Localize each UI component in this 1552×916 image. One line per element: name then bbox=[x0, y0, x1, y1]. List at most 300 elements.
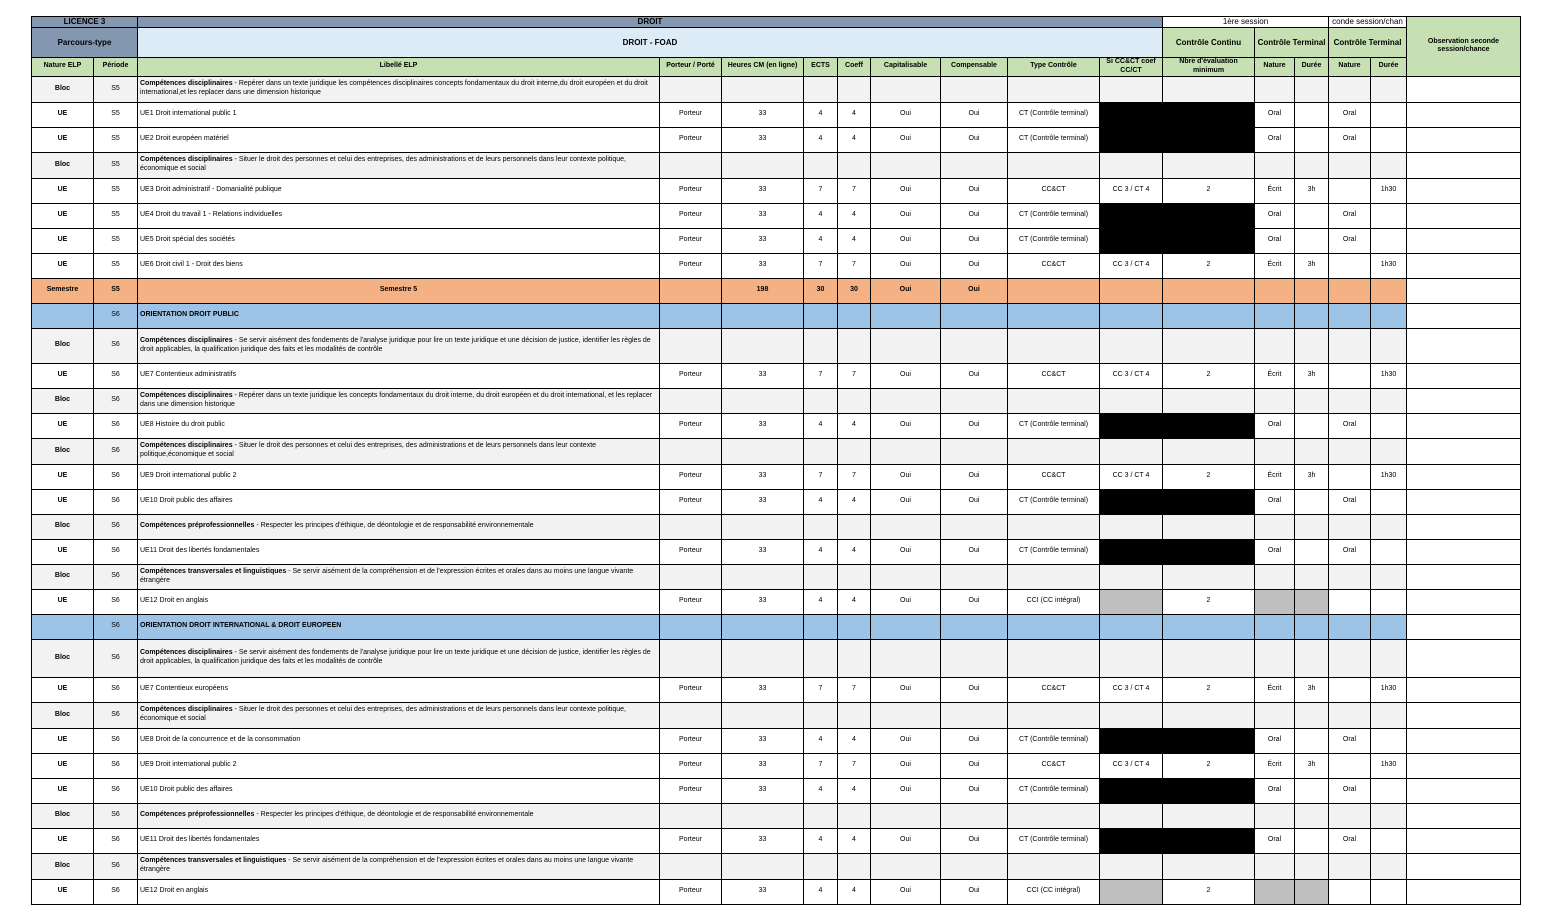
type-controle-cell: CC&CT bbox=[1008, 363, 1100, 388]
coef-cc-ct-cell bbox=[1100, 728, 1163, 753]
capitalisable-cell: Oui bbox=[871, 178, 941, 203]
duree-ct1-cell: 3h bbox=[1295, 753, 1329, 778]
heures-cell: 33 bbox=[722, 879, 804, 904]
nbre-evaluation-cell bbox=[1163, 413, 1255, 438]
heures-cell: 33 bbox=[722, 102, 804, 127]
nbre-evaluation-cell: 2 bbox=[1163, 464, 1255, 489]
ects-cell bbox=[804, 639, 838, 677]
libelle-title: Compétences disciplinaires bbox=[140, 649, 233, 657]
libelle-cell bbox=[138, 728, 660, 753]
nature-ct1-cell: Écrit bbox=[1255, 464, 1295, 489]
nature-ct2-cell bbox=[1329, 76, 1371, 102]
duree-ct1-cell bbox=[1295, 614, 1329, 639]
heures-cell bbox=[722, 76, 804, 102]
observation-cell bbox=[1407, 178, 1521, 203]
duree-ct1-cell bbox=[1295, 489, 1329, 514]
column-header: ECTS bbox=[804, 58, 838, 77]
type-controle-cell: CCI (CC intégral) bbox=[1008, 589, 1100, 614]
nbre-evaluation-cell bbox=[1163, 702, 1255, 728]
heures-cell: 33 bbox=[722, 677, 804, 702]
coeff-cell: 4 bbox=[838, 728, 871, 753]
periode-cell: S6 bbox=[94, 363, 138, 388]
table-row bbox=[32, 152, 1521, 178]
compensable-cell: Oui bbox=[941, 253, 1008, 278]
libelle-title: UE9 Droit international public 2 bbox=[140, 761, 237, 769]
porteur-cell bbox=[660, 328, 722, 363]
compensable-cell bbox=[941, 328, 1008, 363]
libelle-cell bbox=[138, 464, 660, 489]
libelle-title: UE10 Droit public des affaires bbox=[140, 786, 233, 794]
coeff-cell bbox=[838, 303, 871, 328]
ects-cell bbox=[804, 76, 838, 102]
heures-cell bbox=[722, 803, 804, 828]
nbre-evaluation-cell: 2 bbox=[1163, 753, 1255, 778]
libelle-title: UE11 Droit des libertés fondamentales bbox=[140, 547, 260, 555]
porteur-cell: Porteur bbox=[660, 253, 722, 278]
coef-cc-ct-cell bbox=[1100, 203, 1163, 228]
duree-ct1-cell: 3h bbox=[1295, 464, 1329, 489]
porteur-cell bbox=[660, 278, 722, 303]
nbre-evaluation-cell bbox=[1163, 152, 1255, 178]
nbre-evaluation-cell: 2 bbox=[1163, 253, 1255, 278]
duree-ct2-cell: 1h30 bbox=[1371, 464, 1407, 489]
coef-cc-ct-cell: CC 3 / CT 4 bbox=[1100, 677, 1163, 702]
porteur-cell bbox=[660, 639, 722, 677]
heures-cell bbox=[722, 514, 804, 539]
table-row bbox=[32, 127, 1521, 152]
libelle-title: Compétences transversales et linguistiques bbox=[140, 857, 287, 865]
nature-ct2-cell bbox=[1329, 328, 1371, 363]
libelle-title: Compétences préprofessionnelles bbox=[140, 811, 255, 819]
libelle-cell bbox=[138, 413, 660, 438]
nature-ct2-cell bbox=[1329, 564, 1371, 589]
observation-cell bbox=[1407, 102, 1521, 127]
coef-cc-ct-cell bbox=[1100, 803, 1163, 828]
nbre-evaluation-cell bbox=[1163, 328, 1255, 363]
coef-cc-ct-cell bbox=[1100, 614, 1163, 639]
ects-cell bbox=[804, 702, 838, 728]
coef-cc-ct-cell bbox=[1100, 489, 1163, 514]
compensable-cell: Oui bbox=[941, 677, 1008, 702]
nature-ct2-cell bbox=[1329, 278, 1371, 303]
ects-cell: 30 bbox=[804, 278, 838, 303]
capitalisable-cell bbox=[871, 152, 941, 178]
coef-cc-ct-cell bbox=[1100, 328, 1163, 363]
table-row bbox=[32, 438, 1521, 464]
observation-header: Observation seconde session/chance bbox=[1407, 17, 1521, 77]
nature-cell: UE bbox=[32, 489, 94, 514]
periode-cell: S6 bbox=[94, 677, 138, 702]
periode-cell: S5 bbox=[94, 203, 138, 228]
ects-cell: 4 bbox=[804, 728, 838, 753]
libelle-cell bbox=[138, 178, 660, 203]
nature-ct2-cell bbox=[1329, 614, 1371, 639]
periode-cell: S5 bbox=[94, 228, 138, 253]
column-header: Nature bbox=[1255, 58, 1295, 77]
heures-cell: 33 bbox=[722, 728, 804, 753]
porteur-cell: Porteur bbox=[660, 753, 722, 778]
type-controle-cell: CT (Contrôle terminal) bbox=[1008, 413, 1100, 438]
ects-cell: 4 bbox=[804, 102, 838, 127]
nbre-evaluation-cell bbox=[1163, 203, 1255, 228]
duree-ct2-cell bbox=[1371, 853, 1407, 879]
heures-cell: 33 bbox=[722, 753, 804, 778]
nature-ct1-cell: Oral bbox=[1255, 127, 1295, 152]
ects-cell bbox=[804, 564, 838, 589]
nbre-evaluation-cell bbox=[1163, 303, 1255, 328]
ects-cell bbox=[804, 853, 838, 879]
libelle-cell bbox=[138, 564, 660, 589]
nature-ct1-cell bbox=[1255, 879, 1295, 904]
compensable-cell bbox=[941, 438, 1008, 464]
type-controle-cell bbox=[1008, 328, 1100, 363]
type-controle-cell: CCI (CC intégral) bbox=[1008, 879, 1100, 904]
duree-ct2-cell bbox=[1371, 388, 1407, 413]
coef-cc-ct-cell: CC 3 / CT 4 bbox=[1100, 753, 1163, 778]
duree-ct2-cell bbox=[1371, 102, 1407, 127]
libelle-cell bbox=[138, 438, 660, 464]
observation-cell bbox=[1407, 328, 1521, 363]
compensable-cell: Oui bbox=[941, 879, 1008, 904]
libelle-cell bbox=[138, 639, 660, 677]
type-controle-cell: CT (Contrôle terminal) bbox=[1008, 102, 1100, 127]
coeff-cell bbox=[838, 152, 871, 178]
nbre-evaluation-cell bbox=[1163, 539, 1255, 564]
type-controle-cell: CC&CT bbox=[1008, 753, 1100, 778]
table-row bbox=[32, 677, 1521, 702]
duree-ct2-cell bbox=[1371, 803, 1407, 828]
duree-ct2-cell bbox=[1371, 564, 1407, 589]
nature-cell bbox=[32, 614, 94, 639]
ects-cell: 4 bbox=[804, 879, 838, 904]
nature-cell: Bloc bbox=[32, 702, 94, 728]
periode-cell: S6 bbox=[94, 388, 138, 413]
libelle-cell bbox=[138, 203, 660, 228]
libelle-title: Compétences préprofessionnelles bbox=[140, 522, 255, 530]
periode-cell: S6 bbox=[94, 413, 138, 438]
heures-cell: 33 bbox=[722, 489, 804, 514]
heures-cell bbox=[722, 303, 804, 328]
duree-ct2-cell: 1h30 bbox=[1371, 253, 1407, 278]
libelle-title: Compétences disciplinaires bbox=[140, 336, 233, 344]
observation-cell bbox=[1407, 803, 1521, 828]
nature-ct1-cell bbox=[1255, 152, 1295, 178]
heures-cell: 33 bbox=[722, 778, 804, 803]
duree-ct1-cell bbox=[1295, 76, 1329, 102]
type-controle-cell bbox=[1008, 514, 1100, 539]
nature-ct1-cell: Écrit bbox=[1255, 363, 1295, 388]
heures-cell bbox=[722, 152, 804, 178]
type-controle-cell: CT (Contrôle terminal) bbox=[1008, 828, 1100, 853]
porteur-cell: Porteur bbox=[660, 102, 722, 127]
table-row bbox=[32, 328, 1521, 363]
libelle-cell bbox=[138, 803, 660, 828]
table-row bbox=[32, 303, 1521, 328]
capitalisable-cell bbox=[871, 388, 941, 413]
heures-cell bbox=[722, 564, 804, 589]
coeff-cell bbox=[838, 388, 871, 413]
compensable-cell: Oui bbox=[941, 178, 1008, 203]
ects-cell bbox=[804, 303, 838, 328]
coeff-cell: 4 bbox=[838, 539, 871, 564]
nature-ct2-cell bbox=[1329, 589, 1371, 614]
capitalisable-cell bbox=[871, 76, 941, 102]
column-header: Porteur / Porté bbox=[660, 58, 722, 77]
duree-ct2-cell: 1h30 bbox=[1371, 753, 1407, 778]
coeff-cell: 4 bbox=[838, 413, 871, 438]
porteur-cell: Porteur bbox=[660, 178, 722, 203]
type-controle-cell bbox=[1008, 438, 1100, 464]
ects-cell: 7 bbox=[804, 753, 838, 778]
table-row bbox=[32, 228, 1521, 253]
session2-cell: conde session/chan bbox=[1329, 17, 1407, 28]
heures-cell: 33 bbox=[722, 178, 804, 203]
libelle-title: UE2 Droit européen matériel bbox=[140, 135, 229, 143]
heures-cell: 33 bbox=[722, 464, 804, 489]
nature-ct2-cell bbox=[1329, 438, 1371, 464]
ects-cell bbox=[804, 388, 838, 413]
duree-ct1-cell bbox=[1295, 328, 1329, 363]
type-controle-cell bbox=[1008, 278, 1100, 303]
duree-ct2-cell bbox=[1371, 514, 1407, 539]
capitalisable-cell bbox=[871, 438, 941, 464]
porteur-cell: Porteur bbox=[660, 828, 722, 853]
duree-ct2-cell bbox=[1371, 127, 1407, 152]
coef-cc-ct-cell bbox=[1100, 413, 1163, 438]
compensable-cell bbox=[941, 564, 1008, 589]
table-row bbox=[32, 828, 1521, 853]
porteur-cell: Porteur bbox=[660, 489, 722, 514]
nature-ct1-cell: Oral bbox=[1255, 102, 1295, 127]
libelle-title: Compétences disciplinaires bbox=[140, 442, 233, 450]
duree-ct1-cell bbox=[1295, 278, 1329, 303]
periode-cell: S6 bbox=[94, 438, 138, 464]
libelle-cell bbox=[138, 102, 660, 127]
observation-cell bbox=[1407, 464, 1521, 489]
duree-ct1-cell bbox=[1295, 879, 1329, 904]
compensable-cell bbox=[941, 702, 1008, 728]
libelle-cell bbox=[138, 76, 660, 102]
table-row bbox=[32, 178, 1521, 203]
nature-cell: UE bbox=[32, 363, 94, 388]
column-header: Nature ELP bbox=[32, 58, 94, 77]
coeff-cell bbox=[838, 564, 871, 589]
duree-ct2-cell bbox=[1371, 203, 1407, 228]
capitalisable-cell bbox=[871, 803, 941, 828]
nature-ct1-cell: Écrit bbox=[1255, 178, 1295, 203]
duree-ct2-cell: 1h30 bbox=[1371, 677, 1407, 702]
capitalisable-cell bbox=[871, 328, 941, 363]
controle-terminal-header-1: Contrôle Terminal bbox=[1255, 28, 1329, 58]
duree-ct1-cell bbox=[1295, 303, 1329, 328]
nature-ct1-cell bbox=[1255, 438, 1295, 464]
type-controle-cell: CT (Contrôle terminal) bbox=[1008, 228, 1100, 253]
nature-ct2-cell: Oral bbox=[1329, 413, 1371, 438]
nature-ct2-cell: Oral bbox=[1329, 203, 1371, 228]
ects-cell: 7 bbox=[804, 677, 838, 702]
duree-ct1-cell bbox=[1295, 564, 1329, 589]
nbre-evaluation-cell bbox=[1163, 564, 1255, 589]
libelle-cell bbox=[138, 677, 660, 702]
observation-cell bbox=[1407, 514, 1521, 539]
coeff-cell bbox=[838, 639, 871, 677]
type-controle-cell: CT (Contrôle terminal) bbox=[1008, 539, 1100, 564]
duree-ct2-cell bbox=[1371, 303, 1407, 328]
compensable-cell bbox=[941, 639, 1008, 677]
coef-cc-ct-cell bbox=[1100, 589, 1163, 614]
libelle-cell bbox=[138, 879, 660, 904]
observation-cell bbox=[1407, 438, 1521, 464]
coeff-cell bbox=[838, 76, 871, 102]
ects-cell: 4 bbox=[804, 828, 838, 853]
domaine-cell: DROIT bbox=[138, 17, 1163, 28]
heures-cell: 33 bbox=[722, 203, 804, 228]
type-controle-cell bbox=[1008, 639, 1100, 677]
porteur-cell bbox=[660, 564, 722, 589]
coeff-cell: 30 bbox=[838, 278, 871, 303]
nature-cell: Bloc bbox=[32, 639, 94, 677]
compensable-cell: Oui bbox=[941, 102, 1008, 127]
duree-ct2-cell bbox=[1371, 778, 1407, 803]
nature-cell: UE bbox=[32, 413, 94, 438]
nature-ct1-cell bbox=[1255, 702, 1295, 728]
periode-cell: S5 bbox=[94, 152, 138, 178]
compensable-cell: Oui bbox=[941, 413, 1008, 438]
libelle-title: UE7 Contentieux administratifs bbox=[140, 371, 237, 379]
heures-cell bbox=[722, 328, 804, 363]
capitalisable-cell: Oui bbox=[871, 677, 941, 702]
libelle-description: Situer le droit des personnes et celui des entreprises, des administrations et de leurs personnels dans leur contexte politique, économique et social bbox=[140, 706, 626, 722]
libelle-cell bbox=[138, 328, 660, 363]
ects-cell: 7 bbox=[804, 363, 838, 388]
compensable-cell bbox=[941, 514, 1008, 539]
heures-cell: 33 bbox=[722, 228, 804, 253]
nature-ct2-cell bbox=[1329, 152, 1371, 178]
nbre-evaluation-cell bbox=[1163, 228, 1255, 253]
nature-cell: UE bbox=[32, 677, 94, 702]
duree-ct1-cell bbox=[1295, 203, 1329, 228]
table-row bbox=[32, 102, 1521, 127]
duree-ct2-cell bbox=[1371, 438, 1407, 464]
libelle-description: Se servir aisément des fondements de l'analyse juridique pour lire un texte juridique et une décision de justice, identifier les règles de droit applicables, la qualification juridique des faits et les modalités de contrôle bbox=[140, 336, 651, 353]
duree-ct1-cell bbox=[1295, 702, 1329, 728]
libelle-cell bbox=[138, 228, 660, 253]
periode-cell: S6 bbox=[94, 564, 138, 589]
porteur-cell: Porteur bbox=[660, 413, 722, 438]
coef-cc-ct-cell bbox=[1100, 152, 1163, 178]
nature-ct1-cell: Oral bbox=[1255, 489, 1295, 514]
nature-ct2-cell: Oral bbox=[1329, 728, 1371, 753]
libelle-cell bbox=[138, 702, 660, 728]
heures-cell bbox=[722, 702, 804, 728]
coef-cc-ct-cell bbox=[1100, 127, 1163, 152]
porteur-cell: Porteur bbox=[660, 778, 722, 803]
coeff-cell: 4 bbox=[838, 828, 871, 853]
table-row bbox=[32, 278, 1521, 303]
coef-cc-ct-cell bbox=[1100, 879, 1163, 904]
duree-ct2-cell bbox=[1371, 152, 1407, 178]
nature-ct2-cell bbox=[1329, 702, 1371, 728]
capitalisable-cell bbox=[871, 303, 941, 328]
compensable-cell bbox=[941, 803, 1008, 828]
libelle-title: Compétences disciplinaires bbox=[140, 156, 233, 164]
type-controle-cell: CC&CT bbox=[1008, 178, 1100, 203]
nature-ct1-cell bbox=[1255, 278, 1295, 303]
controle-continu-header: Contrôle Continu bbox=[1163, 28, 1255, 58]
periode-cell: S6 bbox=[94, 702, 138, 728]
nature-ct1-cell bbox=[1255, 76, 1295, 102]
duree-ct1-cell: 3h bbox=[1295, 677, 1329, 702]
type-controle-cell bbox=[1008, 303, 1100, 328]
coef-cc-ct-cell bbox=[1100, 539, 1163, 564]
type-controle-cell: CC&CT bbox=[1008, 464, 1100, 489]
nature-ct1-cell bbox=[1255, 589, 1295, 614]
compensable-cell bbox=[941, 853, 1008, 879]
duree-ct1-cell bbox=[1295, 388, 1329, 413]
duree-ct1-cell bbox=[1295, 539, 1329, 564]
duree-ct1-cell bbox=[1295, 228, 1329, 253]
table-row bbox=[32, 539, 1521, 564]
capitalisable-cell bbox=[871, 702, 941, 728]
nature-ct2-cell: Oral bbox=[1329, 228, 1371, 253]
capitalisable-cell: Oui bbox=[871, 102, 941, 127]
type-controle-cell: CT (Contrôle terminal) bbox=[1008, 728, 1100, 753]
type-controle-cell bbox=[1008, 564, 1100, 589]
porteur-cell bbox=[660, 803, 722, 828]
licence-cell: LICENCE 3 bbox=[32, 17, 138, 28]
capitalisable-cell: Oui bbox=[871, 363, 941, 388]
nbre-evaluation-cell bbox=[1163, 614, 1255, 639]
heures-cell: 33 bbox=[722, 539, 804, 564]
capitalisable-cell: Oui bbox=[871, 778, 941, 803]
periode-cell: S5 bbox=[94, 76, 138, 102]
heures-cell: 33 bbox=[722, 589, 804, 614]
nbre-evaluation-cell bbox=[1163, 76, 1255, 102]
nbre-evaluation-cell bbox=[1163, 127, 1255, 152]
porteur-cell: Porteur bbox=[660, 203, 722, 228]
table-row bbox=[32, 879, 1521, 904]
table-row bbox=[32, 778, 1521, 803]
observation-cell bbox=[1407, 152, 1521, 178]
table-row bbox=[32, 464, 1521, 489]
nature-ct1-cell: Oral bbox=[1255, 228, 1295, 253]
porteur-cell bbox=[660, 152, 722, 178]
ects-cell bbox=[804, 514, 838, 539]
observation-cell bbox=[1407, 203, 1521, 228]
periode-cell: S6 bbox=[94, 614, 138, 639]
nature-ct1-cell: Oral bbox=[1255, 203, 1295, 228]
libelle-title: UE12 Droit en anglais bbox=[140, 887, 209, 895]
periode-cell: S6 bbox=[94, 639, 138, 677]
compensable-cell: Oui bbox=[941, 203, 1008, 228]
nature-ct2-cell bbox=[1329, 363, 1371, 388]
capitalisable-cell: Oui bbox=[871, 879, 941, 904]
separator: - bbox=[254, 811, 261, 819]
porteur-cell: Porteur bbox=[660, 539, 722, 564]
type-controle-cell: CC&CT bbox=[1008, 253, 1100, 278]
ects-cell: 4 bbox=[804, 778, 838, 803]
nature-cell: UE bbox=[32, 253, 94, 278]
duree-ct1-cell bbox=[1295, 728, 1329, 753]
compensable-cell: Oui bbox=[941, 753, 1008, 778]
separator: - bbox=[232, 80, 239, 88]
libelle-description: Se servir aisément des fondements de l'analyse juridique pour lire un texte juridique et une décision de justice, identifier les règles de droit applicables, la qualification juridique des faits et les modalités de contrôle bbox=[140, 649, 651, 665]
ects-cell: 4 bbox=[804, 203, 838, 228]
nature-ct1-cell: Oral bbox=[1255, 539, 1295, 564]
coeff-cell: 4 bbox=[838, 127, 871, 152]
ects-cell bbox=[804, 328, 838, 363]
nbre-evaluation-cell bbox=[1163, 853, 1255, 879]
